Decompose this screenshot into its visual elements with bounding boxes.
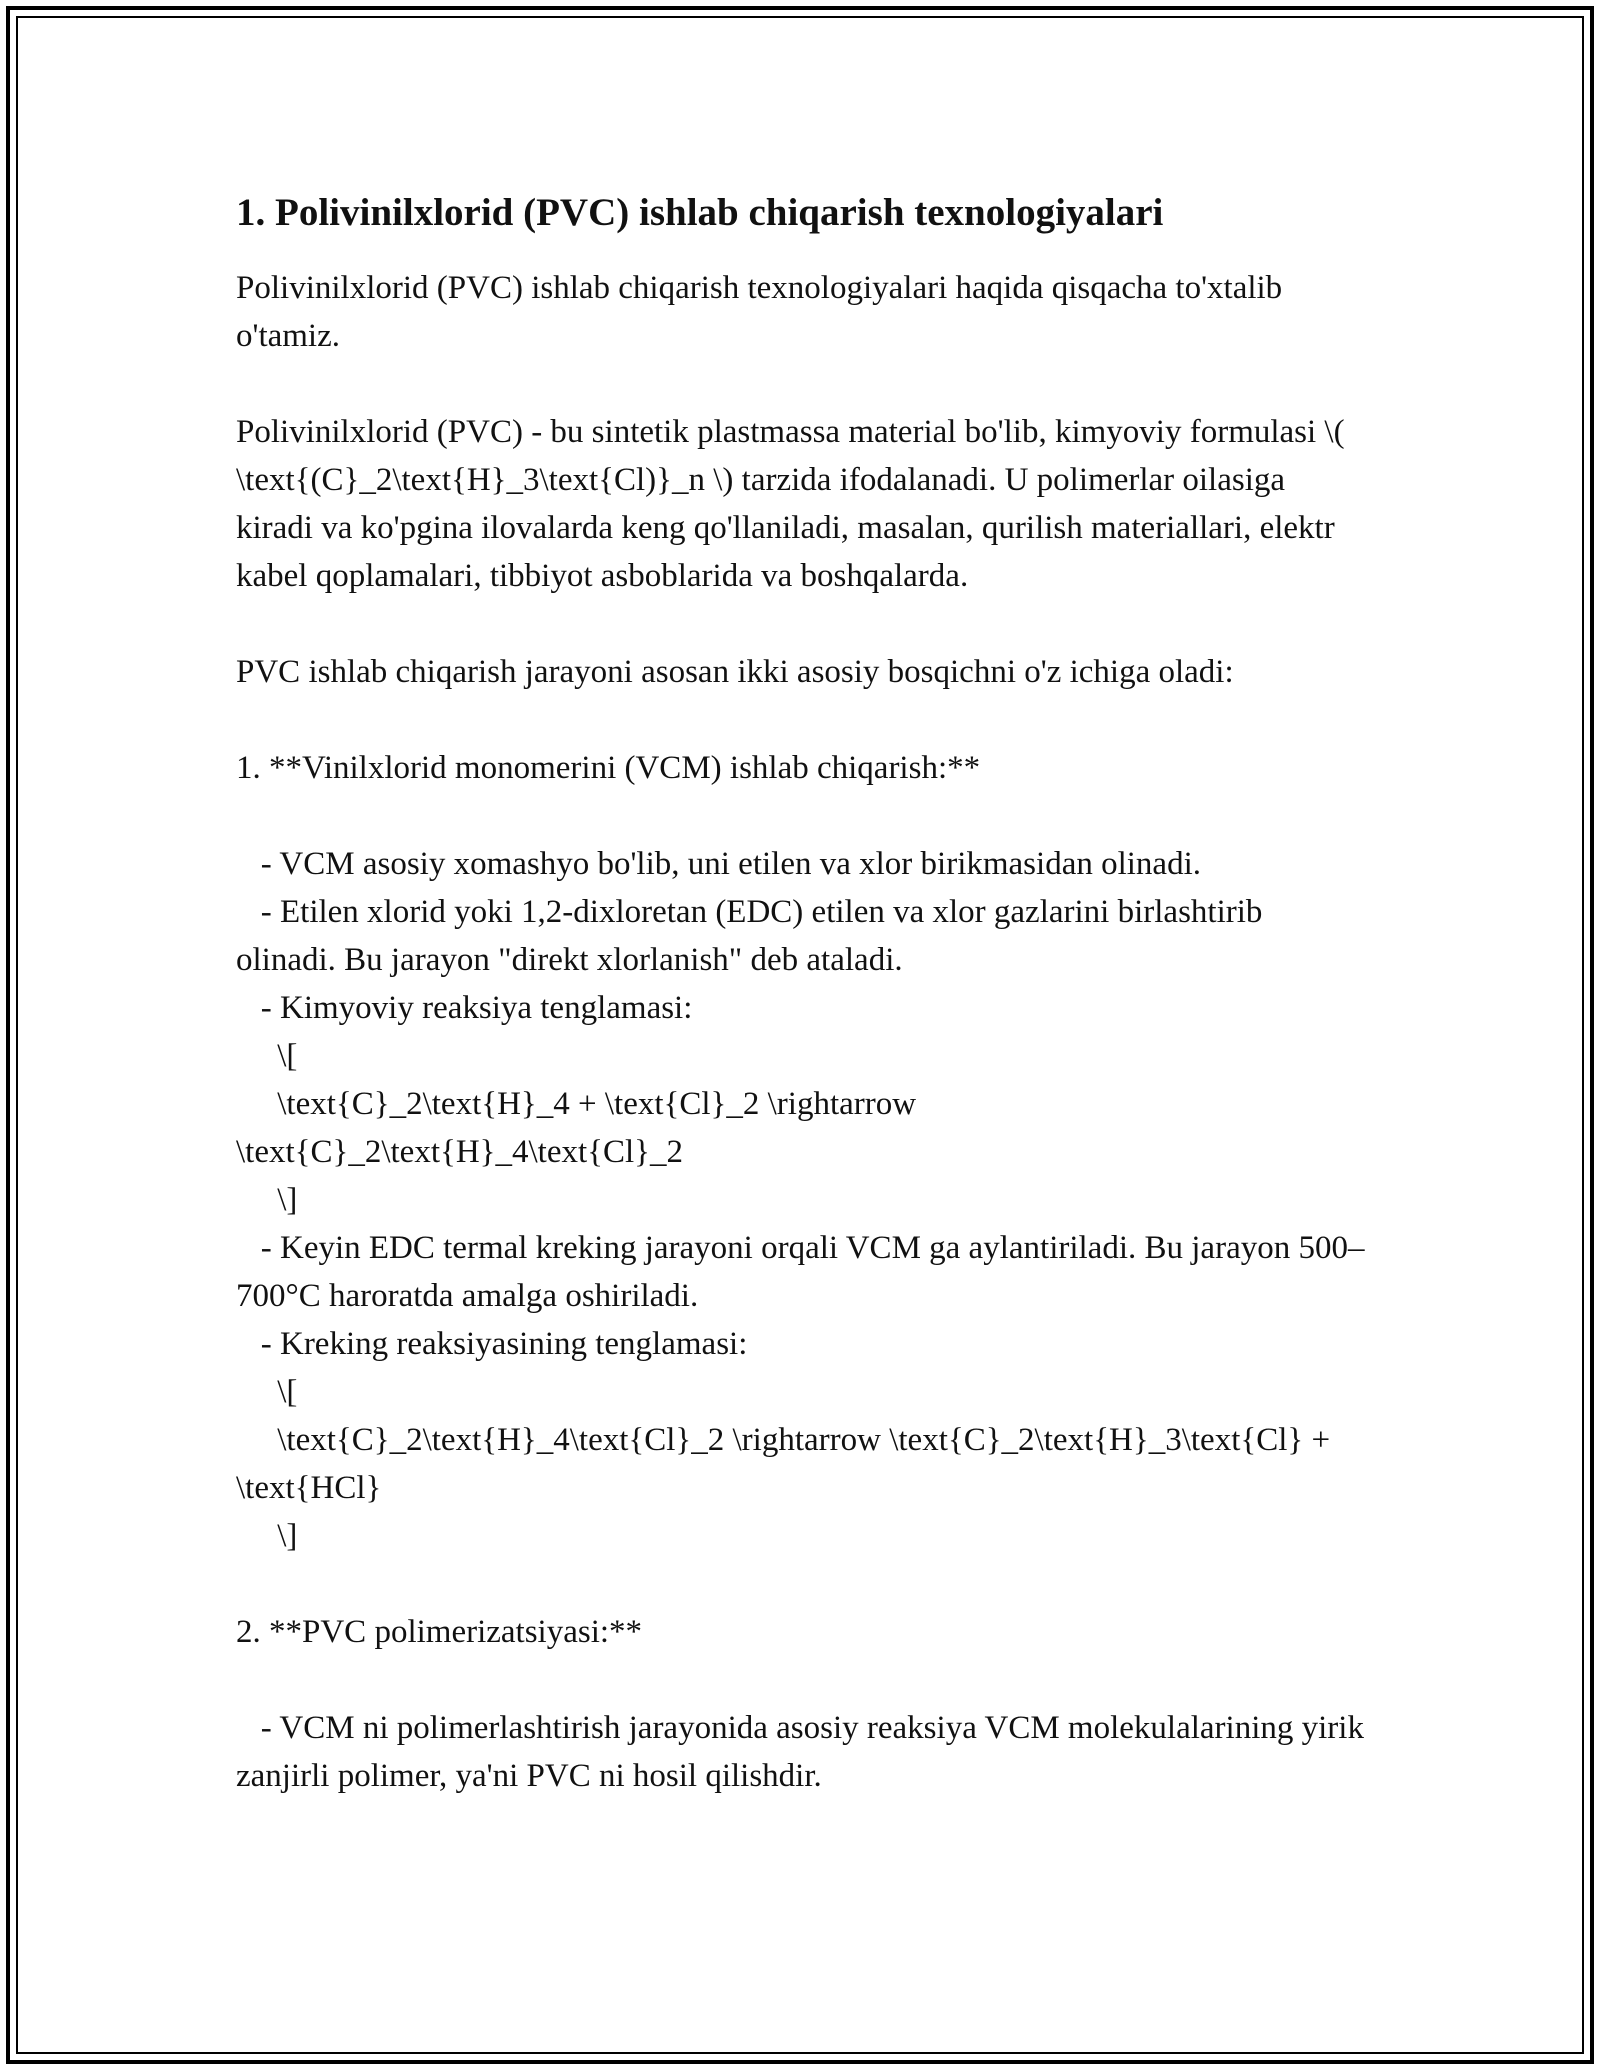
stage-1-heading: 1. **Vinilxlorid monomerini (VCM) ishlab chiqarish:** — [236, 750, 981, 786]
paragraph-stages: PVC ishlab chiqarish jarayoni asosan ikki asosiy bosqichni o'z ichiga oladi: — [236, 654, 1234, 690]
paragraph-definition: Polivinilxlorid (PVC) - bu sintetik plastmassa material bo'lib, kimyoviy formulasi \( \text{(C}_2\text{H}_3\text{Cl)}_n \) tarzida ifodalanadi. U polimerlar oilasiga kiradi va ko'pgina ilovalarda keng qo'llaniladi, masalan, qurilish materiallari, elektr kabel qoplamalari, tibbiyot asboblarida va boshqalarda. — [236, 414, 1353, 594]
paragraph-intro: Polivinilxlorid (PVC) ishlab chiqarish texnologiyalari haqida qisqacha to'xtalib o'tamiz. — [236, 270, 1291, 354]
stage-1-details: - VCM asosiy xomashyo bo'lib, uni etilen va xlor birikmasidan olinadi. - Etilen xlorid yoki 1,2-dixloretan (EDC) etilen va xlor gazlarini birlashtirib olinadi. Bu jarayon "direkt xlorlanish" deb ataladi. - Kimyoviy reaksiya tenglamasi: \[ \text{C}_2\text{H}_4 + \text{Cl}_2 \rightarrow \text{C}_2\text{H}_4\text{Cl}_2 \] - Keyin EDC termal kreking jarayoni orqali VCM ga aylantiriladi. Bu jarayon 500–700°C haroratda amalga oshiriladi. - Kreking reaksiyasining tenglamasi: \[ \text{C}_2\text{H}_4\text{Cl}_2 \rightarrow \text{C}_2\text{H}_3\text{Cl} + \text{HCl} \] — [236, 846, 1365, 1554]
stage-2-details: - VCM ni polimerlashtirish jarayonida asosiy reaksiya VCM molekulalarining yirik zanjirli polimer, ya'ni PVC ni hosil qilishdir. — [236, 1710, 1373, 1794]
document-body — [236, 186, 1373, 1848]
document-title: 1. Polivinilxlorid (PVC) ishlab chiqarish texnologiyalari — [236, 191, 1164, 234]
stage-2-heading: 2. **PVC polimerizatsiyasi:** — [236, 1614, 643, 1650]
